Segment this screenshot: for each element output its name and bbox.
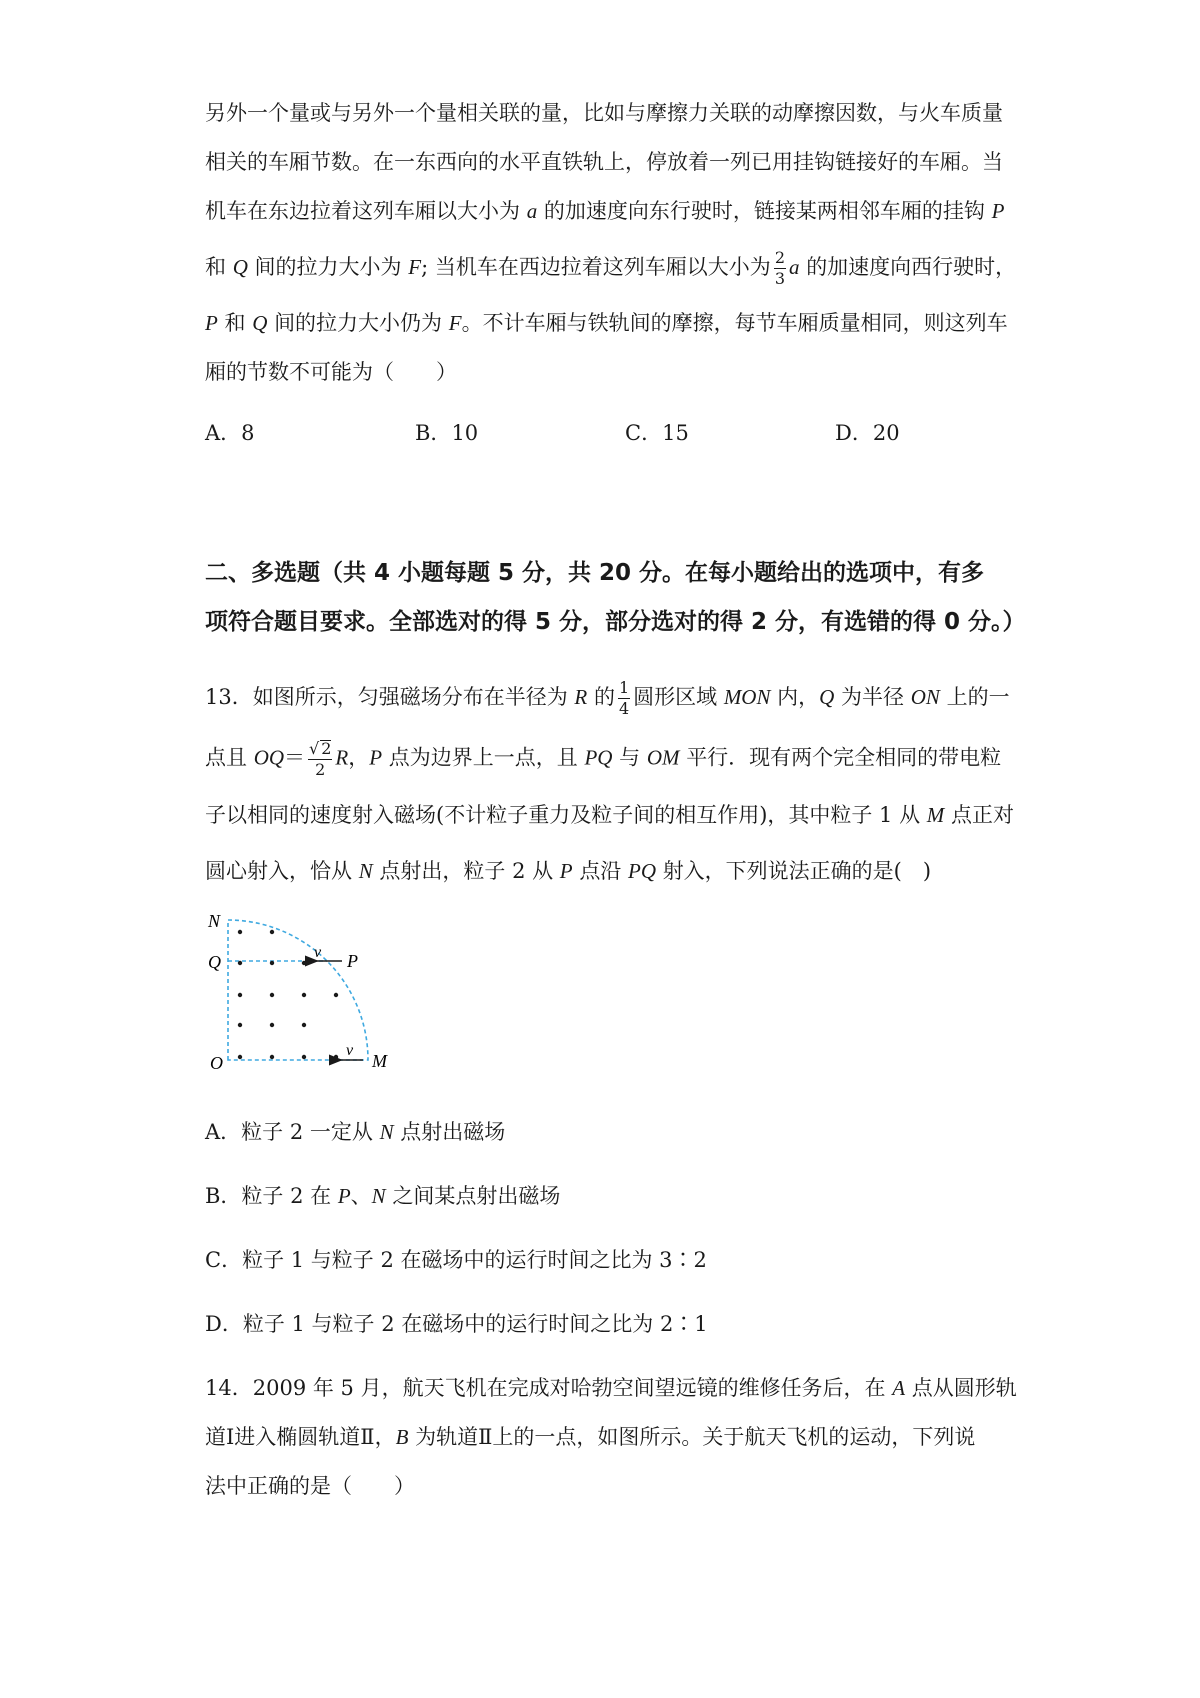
section-heading: 二、多选题（共 4 小题每题 5 分，共 20 分。在每小题给出的选项中，有多 xyxy=(205,560,985,586)
q12-text-line: 和 Q 间的拉力大小为 F; 当机车在西边拉着这列车厢以大小为 $\frac{2}{3}$ a 的加速度向西行驶时， xyxy=(205,248,1017,288)
q14-text-line: 道Ⅰ进入椭圆轨道Ⅱ，B 为轨道Ⅱ上的一点，如图所示。关于航天飞机的运动，下列说 xyxy=(205,1425,976,1449)
section-heading: 项符合题目要求。全部选对的得 5 分，部分选对的得 2 分，有选错的得 0 分。） xyxy=(205,609,1026,635)
q13-text-line: 子以相同的速度射入磁场(不计粒子重力及粒子间的相互作用)，其中粒子 1 从 M 点正对 xyxy=(205,803,1014,827)
q14-text-line: 14．2009 年 5 月，航天飞机在完成对哈勃空间望远镜的维修任务后，在 A 点从圆形轨 xyxy=(205,1376,1017,1400)
label-m: M xyxy=(372,1051,387,1071)
field-dots xyxy=(238,930,338,1059)
q12-text-line: 机车在东边拉着这列车厢以大小为 a 的加速度向东行驶时，链接某两相邻车厢的挂钩 P xyxy=(205,199,1005,223)
fraction-one-quarter: $\frac{1}{4}$ xyxy=(618,678,630,718)
label-v: v xyxy=(314,944,322,961)
q13-text-line: 点且 OQ＝ $\frac{√ 2}{2}$ R，P 点为边界上一点，且 PQ 与 OM 平行．现有两个完全相同的带电粒 xyxy=(205,739,1002,779)
q13-option-c: C．粒子 1 与粒子 2 在磁场中的运行时间之比为 3∶2 xyxy=(205,1248,707,1272)
field-boundary xyxy=(228,920,368,1060)
q12-text-line: 厢的节数不可能为（ ） xyxy=(205,360,457,384)
label-p: P xyxy=(347,951,358,971)
q14-text-line: 法中正确的是（ ） xyxy=(205,1474,415,1498)
q13-option-d: D．粒子 1 与粒子 2 在磁场中的运行时间之比为 2∶1 xyxy=(205,1312,708,1336)
q12-text-line: 相关的车厢节数。在一东西向的水平直铁轨上，停放着一列已用挂钩链接好的车厢。当 xyxy=(205,150,1003,174)
q12-text-line: 另外一个量或与另外一个量相关联的量，比如与摩擦力关联的动摩擦因数，与火车质量 xyxy=(205,101,1003,125)
quarter-circle-field-diagram xyxy=(200,905,400,1075)
label-v: v xyxy=(346,1042,354,1059)
label-n: N xyxy=(208,911,221,931)
q12-text-line: P 和 Q 间的拉力大小仍为 F。不计车厢与铁轨间的摩擦，每节车厢质量相同，则这列车 xyxy=(205,311,1008,335)
q13-text-line: 圆心射入，恰从 N 点射出，粒子 2 从 P 点沿 PQ 射入，下列说法正确的是( ) xyxy=(205,859,932,883)
q13-text-line: 13．如图所示，匀强磁场分布在半径为 R 的 $\frac{1}{4}$ 圆形区域 MON 内，Q 为半径 ON 上的一 xyxy=(205,678,1010,718)
q12-choice-a: A．8 xyxy=(205,421,255,445)
label-o: O xyxy=(210,1053,223,1073)
q13-option-b: B．粒子 2 在 P、N 之间某点射出磁场 xyxy=(205,1184,561,1208)
q12-choice-d: D．20 xyxy=(835,421,900,445)
fraction-two-thirds: $\frac{2}{3}$ xyxy=(774,248,785,288)
q12-choice-c: C．15 xyxy=(625,421,689,445)
q12-choice-b: B．10 xyxy=(415,421,479,445)
fraction-sqrt2-over-2: $\frac{√ 2}{2}$ xyxy=(309,739,332,779)
label-q: Q xyxy=(208,952,221,972)
q13-option-a: A．粒子 2 一定从 N 点射出磁场 xyxy=(205,1120,506,1144)
